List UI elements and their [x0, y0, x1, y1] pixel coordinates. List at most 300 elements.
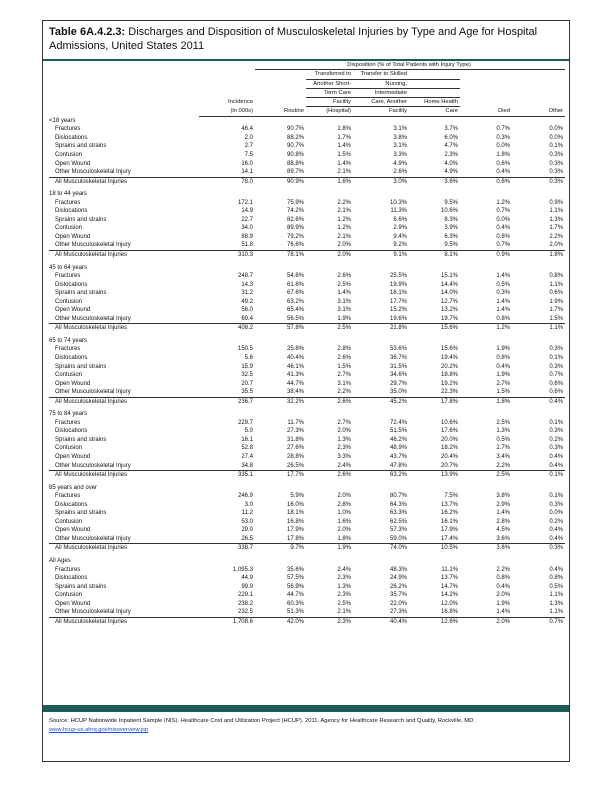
header-row	[49, 88, 565, 97]
cell-value: 34.8	[241, 462, 253, 469]
cell-value: 0.3%	[549, 363, 564, 370]
cell-value: 0.8%	[549, 273, 564, 280]
cell-value: 1.4%	[496, 510, 510, 517]
row-label: Other Musculoskeletal Injury	[55, 535, 131, 542]
cell-value: 8.3%	[444, 216, 458, 223]
cell-value: 2.2%	[337, 389, 351, 396]
cell-value: 2.8%	[337, 501, 351, 508]
cell-value: 19.9%	[389, 281, 407, 288]
cell-value: 1.8%	[337, 126, 351, 133]
cell-value: 2.0%	[549, 242, 564, 249]
row-label: Fractures	[55, 199, 81, 206]
cell-value: 2.0	[244, 134, 253, 141]
cell-value: 8.1%	[409, 250, 460, 259]
cell-value: 44.9	[241, 575, 253, 582]
cell-value: 3.8%	[496, 493, 510, 500]
row-label: Sprains and strains	[55, 583, 107, 590]
cell-value: 1.5%	[337, 363, 351, 370]
incidence-header: (in 000s)	[199, 107, 255, 116]
cell-value: 17.9%	[286, 527, 304, 534]
incidence-header	[199, 88, 255, 97]
cell-value: 38.4%	[286, 389, 304, 396]
cell-value: 53.6%	[389, 346, 407, 353]
cell-value: 2.3%	[306, 617, 353, 626]
cell-value: 88.2%	[286, 134, 304, 141]
cell-value: 60.3%	[286, 600, 304, 607]
cell-value: 0.3%	[549, 428, 564, 435]
skilled-nursing-header: Intermediate	[353, 88, 409, 97]
cell-value: 17.8%	[409, 397, 460, 406]
header-row	[49, 98, 565, 107]
row-label: Sprains and strains	[55, 290, 107, 297]
cell-value: 0.0%	[496, 216, 510, 223]
cell-value: 1.4%	[496, 298, 510, 305]
cell-value: 61.6%	[286, 281, 304, 288]
skilled-nursing-header: Transfer to Skilled	[353, 70, 409, 79]
cell-value: 0.6%	[496, 160, 510, 167]
table-title	[43, 21, 569, 61]
cell-value: 56.5%	[286, 315, 304, 322]
cell-value: 35.7%	[389, 592, 407, 599]
cell-value: 47.8%	[389, 462, 407, 469]
cell-value: 53.0	[241, 518, 253, 525]
cell-value: 1.9%	[337, 315, 351, 322]
row-label: All Musculoskeletal Injuries	[49, 471, 199, 480]
cell-value: 3.7%	[444, 126, 458, 133]
header-row	[49, 70, 565, 79]
cell-value: 82.6%	[286, 216, 304, 223]
table-row	[49, 272, 565, 281]
row-label: Sprains and strains	[55, 143, 107, 150]
cell-value: 19.7%	[440, 315, 458, 322]
cell-value: 1.6%	[337, 518, 351, 525]
died-header	[460, 98, 512, 107]
cell-value: 2.7%	[496, 445, 510, 452]
cell-value: 0.7%	[512, 617, 565, 626]
row-label: Fractures	[55, 493, 81, 500]
cell-value: 18.1%	[286, 510, 304, 517]
age-group-title: All Ages	[49, 558, 71, 565]
table-row	[49, 574, 565, 583]
cell-value: 25.5%	[389, 273, 407, 280]
row-label: Other Musculoskeletal Injury	[55, 169, 131, 176]
cell-value: 0.1%	[549, 419, 564, 426]
cell-value: 62.5%	[389, 518, 407, 525]
incidence-header: Incidence	[228, 99, 253, 106]
other-header: Other	[512, 107, 565, 116]
cell-value: 3.3%	[337, 454, 351, 461]
data-table	[49, 61, 565, 626]
cell-value: 11.1%	[441, 566, 458, 573]
cell-value: 15.2%	[389, 307, 407, 314]
cell-value: 0.7%	[496, 242, 510, 249]
routine-header	[255, 79, 306, 88]
cell-value: 3.1%	[337, 380, 351, 387]
cell-value: 246.9	[237, 493, 253, 500]
cell-value: 1.0%	[337, 510, 351, 517]
cell-value: 13.7%	[440, 575, 458, 582]
table-row	[49, 608, 565, 617]
cell-value: 67.6%	[286, 290, 304, 297]
cell-value: 2.2%	[337, 199, 351, 206]
cell-value: 16.1	[241, 436, 253, 443]
cell-value: 1.1%	[549, 208, 564, 215]
table-row	[49, 371, 565, 380]
row-label: Fractures	[55, 273, 81, 280]
table-row	[49, 281, 565, 290]
cell-value: 1.7%	[337, 134, 351, 141]
row-label: Open Wound	[55, 160, 91, 167]
cell-value: 0.3%	[549, 346, 564, 353]
cell-value: 0.3%	[549, 151, 564, 158]
cell-value: 2.7%	[337, 372, 351, 379]
skilled-nursing-header: Care, Another	[353, 98, 409, 107]
cell-value: 1.8%	[512, 250, 565, 259]
cell-value: 40.4%	[286, 355, 304, 361]
cell-value: 78.1%	[255, 250, 306, 259]
cell-value: 2.1%	[337, 169, 351, 176]
cell-value: 0.1%	[549, 143, 564, 150]
short-term-header: Term Care	[306, 88, 353, 97]
source-note	[49, 717, 565, 735]
cell-value: 229.7	[237, 419, 253, 426]
cell-value: 20.4%	[440, 454, 458, 461]
source-link[interactable]: www.hcup-us.ahrq.gov/nisoverview.jsp	[49, 727, 149, 733]
cell-value: 19.2%	[440, 380, 458, 387]
cell-value: 35.6%	[286, 566, 304, 573]
cell-value: 10.3%	[389, 199, 407, 206]
table-row	[49, 289, 565, 298]
row-label: Open Wound	[55, 454, 91, 461]
group-heading-row	[49, 190, 565, 199]
cell-value: 1.9%	[306, 544, 353, 553]
cell-value: 0.5%	[496, 436, 510, 443]
cell-value: 56.9%	[286, 583, 304, 590]
cell-value: 0.5%	[549, 583, 564, 590]
table-row	[49, 354, 565, 363]
cell-value: 2.6%	[306, 397, 353, 406]
table-row	[49, 535, 565, 544]
skilled-nursing-header: Nursing,	[353, 79, 409, 88]
cell-value: 0.0%	[549, 134, 564, 141]
row-label: Sprains and strains	[55, 363, 107, 370]
cell-value: 45.2%	[353, 397, 409, 406]
table-row	[49, 380, 565, 389]
row-label: Fractures	[55, 346, 81, 353]
cell-value: 2.0%	[306, 250, 353, 259]
cell-value: 16.8%	[286, 518, 304, 525]
other-header	[512, 98, 565, 107]
cell-value: 0.3%	[549, 169, 564, 176]
cell-value: 2.8%	[337, 346, 351, 353]
cell-value: 57.3%	[389, 527, 407, 534]
row-label: All Musculoskeletal Injuries	[49, 544, 199, 553]
cell-value: 1.3%	[337, 436, 351, 443]
cell-value: 2.6%	[337, 273, 351, 280]
short-term-header: Transferred to	[306, 70, 353, 79]
cell-value: 40.4%	[353, 617, 409, 626]
home-health-header: Care	[409, 107, 460, 116]
cell-value: 15.6%	[440, 346, 458, 353]
cell-value: 1.5%	[549, 315, 564, 322]
cell-value: 1.4%	[496, 609, 510, 616]
cell-value: 2.6%	[393, 169, 407, 176]
row-label: Other Musculoskeletal Injury	[55, 315, 131, 322]
cell-value: 10.5%	[409, 544, 460, 553]
cell-value: 17.7%	[255, 471, 306, 480]
cell-value: 0.8%	[496, 575, 510, 582]
cell-value: 0.2%	[549, 518, 564, 525]
total-row	[49, 250, 565, 259]
cell-value: 51.5%	[389, 428, 407, 435]
row-label: Sprains and strains	[55, 436, 107, 443]
cell-value: 1.3%	[496, 428, 510, 435]
cell-value: 1.8%	[460, 397, 512, 406]
cell-value: 13.2%	[440, 307, 458, 314]
cell-value: 32.2%	[255, 397, 306, 406]
cell-value: 64.3%	[389, 501, 407, 508]
short-term-header: Another Short-	[306, 79, 353, 88]
cell-value: 14.1	[241, 169, 253, 176]
group-heading-row	[49, 484, 565, 493]
row-label: All Musculoskeletal Injuries	[49, 250, 199, 259]
cell-value: 408.2	[199, 324, 255, 333]
row-label: Contusion	[55, 518, 83, 525]
cell-value: 6.3%	[444, 233, 458, 240]
row-label: Dislocations	[55, 355, 88, 361]
cell-value: 2.0%	[337, 428, 351, 435]
row-label: Open Wound	[55, 307, 91, 314]
cell-value: 0.0%	[496, 143, 510, 150]
cell-value: 26.2%	[389, 583, 407, 590]
cell-value: 18.8%	[440, 372, 458, 379]
cell-value: 57.5%	[286, 575, 304, 582]
cell-value: 90.9%	[255, 177, 306, 186]
cell-value: 17.6%	[440, 428, 458, 435]
table-row	[49, 419, 565, 428]
cell-value: 1.9%	[549, 298, 564, 305]
cell-value: 1.4%	[496, 273, 510, 280]
cell-value: 0.4%	[549, 535, 564, 542]
cell-value: 14.3	[241, 281, 253, 288]
row-label: Contusion	[55, 298, 83, 305]
cell-value: 69.4	[241, 315, 253, 322]
cell-value: 54.6%	[286, 273, 304, 280]
cell-value: 0.4%	[496, 583, 510, 590]
cell-value: 2.1%	[337, 208, 351, 215]
incidence-header	[199, 70, 255, 79]
table-row	[49, 134, 565, 143]
cell-value: 0.0%	[549, 126, 564, 133]
cell-value: 20.7	[241, 380, 253, 387]
header-row	[49, 79, 565, 88]
short-term-header: Facility	[306, 98, 353, 107]
total-row	[49, 544, 565, 553]
cell-value: 3.8%	[393, 134, 407, 141]
cell-value: 1.2%	[460, 324, 512, 333]
cell-value: 172.1	[237, 199, 253, 206]
cell-value: 6.0%	[444, 134, 458, 141]
cell-value: 41.3%	[286, 372, 304, 379]
died-header	[460, 88, 512, 97]
cell-value: 16.2%	[440, 510, 458, 517]
cell-value: 0.4%	[496, 363, 510, 370]
cell-value: 43.7%	[389, 454, 407, 461]
age-group-title: <18 years	[49, 117, 76, 124]
cell-value: 3.9%	[444, 225, 458, 232]
cell-value: 72.4%	[389, 419, 407, 426]
cell-value: 0.1%	[549, 493, 564, 500]
cell-value: 80.7%	[389, 493, 407, 500]
cell-value: 0.0%	[549, 510, 564, 517]
cell-value: 3.1%	[393, 143, 407, 150]
cell-value: 9.5%	[444, 242, 458, 249]
cell-value: 2.8%	[496, 518, 510, 525]
table-row	[49, 444, 565, 453]
cell-value: 232.5	[237, 609, 253, 616]
cell-value: 56.0	[241, 307, 253, 314]
cell-value: 15.6%	[409, 324, 460, 333]
cell-value: 9.7%	[255, 544, 306, 553]
cell-value: 0.8%	[549, 575, 564, 582]
cell-value: 1.6%	[306, 177, 353, 186]
cell-value: 1.7%	[549, 225, 564, 232]
cell-value: 9.4%	[393, 233, 407, 240]
table-body	[49, 116, 565, 626]
total-row	[49, 177, 565, 186]
cell-value: 3.3%	[393, 151, 407, 158]
table-row	[49, 315, 565, 324]
total-row	[49, 324, 565, 333]
cell-value: 0.3%	[549, 501, 564, 508]
cell-value: 5.0	[244, 428, 253, 435]
disposition-header: Disposition (% of Total Patients with Injury Type)	[255, 61, 565, 70]
cell-value: 24.9%	[389, 575, 407, 582]
cell-value: 3.6%	[496, 535, 510, 542]
cell-value: 2.0%	[337, 493, 351, 500]
cell-value: 28.8%	[286, 454, 304, 461]
total-row	[49, 397, 565, 406]
table-row	[49, 501, 565, 510]
cell-value: 9.1%	[353, 250, 409, 259]
group-heading-row	[49, 264, 565, 273]
died-header: Died	[460, 107, 512, 116]
cell-value: 4.5%	[496, 527, 510, 534]
table-row	[49, 526, 565, 535]
incidence-header	[199, 79, 255, 88]
cell-value: 2.2%	[496, 462, 510, 469]
cell-value: 4.0%	[444, 160, 458, 167]
cell-value: 0.7%	[549, 372, 564, 379]
cell-value: 1.4%	[337, 160, 351, 167]
cell-value: 3.1%	[337, 298, 351, 305]
cell-value: 2.5%	[337, 600, 351, 607]
cell-value: 3.1%	[393, 126, 407, 133]
footer-accent-bar	[43, 705, 569, 712]
home-health-header	[409, 88, 460, 97]
table-row	[49, 160, 565, 169]
table-row	[49, 462, 565, 471]
cell-value: 35.5	[241, 389, 253, 396]
table-header	[49, 61, 565, 116]
table-row	[49, 427, 565, 436]
cell-value: 0.3%	[549, 160, 564, 167]
cell-value: 0.7%	[496, 208, 510, 215]
cell-value: 25.8%	[286, 346, 304, 353]
cell-value: 0.4%	[496, 169, 510, 176]
cell-value: 16.0%	[286, 501, 304, 508]
cell-value: 46.4	[241, 126, 253, 133]
cell-value: 15.9	[241, 363, 253, 370]
cell-value: 1.3%	[549, 216, 564, 223]
cell-value: 3.1%	[337, 307, 351, 314]
cell-value: 35.0%	[389, 389, 407, 396]
table-row	[49, 207, 565, 216]
cell-value: 51.3%	[286, 609, 304, 616]
routine-header	[255, 98, 306, 107]
cell-value: 59.0%	[389, 535, 407, 542]
cell-value: 2.6%	[306, 471, 353, 480]
table-row	[49, 233, 565, 242]
cell-value: 12.0%	[440, 600, 458, 607]
cell-value: 338.7	[199, 544, 255, 553]
cell-value: 74.0%	[353, 544, 409, 553]
cell-value: 248.7	[237, 273, 253, 280]
row-label: Dislocations	[55, 428, 88, 435]
cell-value: 236.7	[199, 397, 255, 406]
cell-value: 16.1%	[389, 290, 407, 297]
cell-value: 2.9%	[393, 225, 407, 232]
cell-value: 16.0	[241, 160, 253, 167]
cell-value: 2.6%	[337, 355, 351, 361]
cell-value: 0.2%	[549, 436, 564, 443]
table-row	[49, 142, 565, 151]
table-row	[49, 241, 565, 250]
row-label: Contusion	[55, 372, 83, 379]
cell-value: 32.5	[241, 372, 253, 379]
cell-value: 10.6%	[440, 208, 458, 215]
cell-value: 1.2%	[337, 216, 351, 223]
cell-value: 17.4%	[440, 535, 458, 542]
cell-value: 26.5%	[286, 462, 304, 469]
cell-value: 22.0%	[389, 600, 407, 607]
cell-value: 1.9%	[496, 600, 510, 607]
cell-value: 17.9%	[440, 527, 458, 534]
cell-value: 0.6%	[460, 177, 512, 186]
cell-value: 0.7%	[496, 126, 510, 133]
cell-value: 0.4%	[549, 527, 564, 534]
cell-value: 2.5%	[496, 419, 510, 426]
table-row	[49, 591, 565, 600]
cell-value: 21.8%	[353, 324, 409, 333]
row-label: Sprains and strains	[55, 510, 107, 517]
cell-value: 1,095.3	[232, 566, 253, 573]
cell-value: 1.2%	[337, 225, 351, 232]
cell-value: 1.8%	[337, 535, 351, 542]
cell-value: 229.1	[237, 592, 253, 599]
header-row	[49, 107, 565, 116]
table-row	[49, 453, 565, 462]
other-header	[512, 70, 565, 79]
cell-value: 9.2%	[393, 242, 407, 249]
table-row	[49, 436, 565, 445]
cell-value: 13.7%	[440, 501, 458, 508]
table-row	[49, 566, 565, 575]
cell-value: 1.8%	[496, 151, 510, 158]
cell-value: 1.1%	[549, 592, 564, 599]
cell-value: 2.2%	[496, 566, 510, 573]
cell-value: 0.8%	[496, 233, 510, 240]
